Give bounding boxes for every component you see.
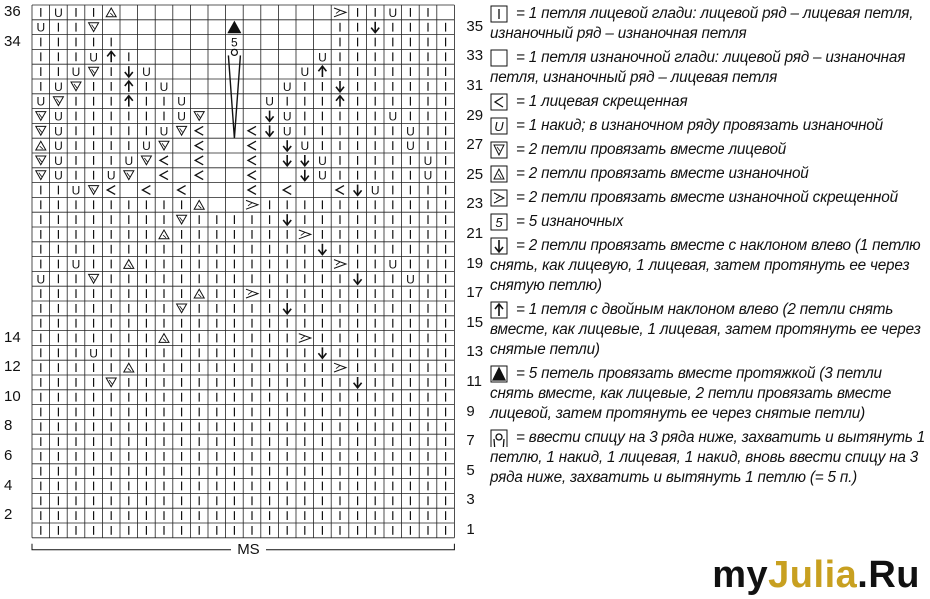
- five-purl-icon: [490, 213, 508, 231]
- p2tog-tbl-stitch: [334, 363, 346, 372]
- legend-item: [490, 300, 926, 360]
- row-number-left: 4: [4, 476, 13, 494]
- legend-text: = 1 петля изнаночной глади: лицевой ряд – изнаночная петля, изнаночный ряд – лицевая петля: [490, 49, 906, 86]
- yarn-over-stitch: [424, 169, 433, 183]
- ssk-stitch: [354, 273, 362, 284]
- yarn-over-stitch: [160, 124, 169, 138]
- svg-text:U: U: [282, 124, 292, 139]
- five-purl-label: [231, 36, 238, 50]
- yarn-over-stitch: [371, 184, 380, 198]
- yarn-over-stitch: [54, 6, 63, 20]
- p2tog-stitch: [159, 334, 169, 343]
- row-number-right: 15: [466, 313, 484, 331]
- row-number-right: 1: [466, 521, 475, 538]
- twisted-knit-stitch: [248, 141, 256, 150]
- p2tog-tbl-icon: [490, 189, 508, 207]
- sk2p-icon: [490, 301, 508, 319]
- yarn-over-stitch: [72, 184, 81, 198]
- yarn-over-stitch: [36, 95, 45, 109]
- svg-text:U: U: [54, 139, 63, 154]
- k2tog-stitch: [177, 304, 187, 313]
- yarn-over-stitch: [36, 21, 45, 35]
- dropped-loop-icon: [490, 429, 508, 447]
- svg-text:U: U: [89, 346, 98, 361]
- yarn-over-stitch: [318, 154, 327, 168]
- yarn-over-stitch: [54, 80, 63, 94]
- k2tog-stitch: [89, 67, 99, 76]
- p2tog-stitch: [194, 200, 204, 209]
- legend-item: [490, 4, 926, 44]
- twisted-knit-stitch: [195, 141, 203, 150]
- row-number-right: 33: [466, 47, 484, 65]
- legend-item: [490, 92, 926, 112]
- k2tog-stitch: [89, 186, 99, 195]
- svg-text:U: U: [300, 139, 310, 154]
- yarn-over-stitch: [406, 139, 415, 153]
- p2tog-tbl-stitch: [334, 260, 346, 269]
- ssk-stitch: [283, 155, 291, 166]
- row-number-right: 19: [466, 254, 484, 272]
- yarn-over-stitch: [142, 139, 151, 153]
- yarn-over-stitch: [388, 6, 397, 20]
- svg-text:U: U: [282, 109, 292, 124]
- yarn-over-stitch: [424, 154, 433, 168]
- legend-item: [490, 212, 926, 232]
- k2tog-stitch: [177, 215, 187, 224]
- k2tog-stitch: [106, 378, 116, 387]
- svg-text:U: U: [282, 79, 292, 94]
- ssk-stitch: [354, 377, 362, 388]
- k2tog-stitch: [53, 97, 63, 106]
- twisted-knit-stitch: [142, 186, 150, 195]
- yarn-over-stitch: [318, 50, 327, 64]
- ssk-stitch: [318, 347, 326, 358]
- svg-text:5: 5: [231, 35, 238, 50]
- legend-text: = 2 петли провязать вместе изнаночной скрещенной: [516, 189, 898, 206]
- row-number-right: 31: [466, 77, 484, 94]
- yarn-over-stitch: [318, 169, 327, 183]
- sk2p-stitch: [125, 81, 133, 92]
- svg-text:U: U: [54, 5, 63, 20]
- ssk-stitch: [318, 244, 326, 255]
- p2tog-stitch: [159, 230, 169, 239]
- legend-item: [490, 188, 926, 208]
- ssk-stitch: [354, 185, 362, 196]
- svg-text:U: U: [300, 65, 310, 80]
- svg-text:U: U: [318, 168, 327, 183]
- k2tog-stitch: [89, 23, 99, 32]
- row-number-right: 7: [466, 432, 475, 450]
- yarn-over-stitch: [72, 65, 81, 79]
- legend-text: = 2 петли провязать вместе с наклоном влево (1 петлю снять, как лицевую, 1 лицевая, затем протянуть ее через снятую петлю): [490, 237, 921, 294]
- yarn-over-stitch: [142, 65, 151, 79]
- svg-text:U: U: [388, 109, 398, 124]
- k2tog-stitch: [36, 126, 46, 135]
- yarn-over-stitch: [406, 124, 415, 138]
- ssk-stitch: [301, 170, 309, 181]
- ssk-stitch: [266, 125, 274, 136]
- twisted-knit-icon: [490, 93, 508, 111]
- k2tog-stitch: [124, 171, 134, 180]
- svg-text:5: 5: [495, 215, 503, 230]
- twisted-knit-stitch: [178, 186, 186, 195]
- k2tog-stitch: [36, 156, 46, 165]
- row-number-right: 13: [466, 343, 484, 361]
- row-number-right: 17: [466, 284, 484, 302]
- legend-text: = 1 петля с двойным наклоном влево (2 петли снять вместе, как лицевые, 1 лицевая, затем протянуть ее через снятые петли): [490, 301, 921, 358]
- sk2p-stitch: [336, 96, 344, 107]
- watermark-part-my: my: [712, 554, 769, 596]
- legend-item: [490, 236, 926, 296]
- watermark-part-julia: Julia: [768, 554, 858, 596]
- svg-text:U: U: [494, 119, 504, 134]
- twisted-knit-stitch: [160, 171, 168, 180]
- yarn-over-stitch: [54, 154, 63, 168]
- ssk-stitch: [266, 111, 274, 122]
- row-number-right: 3: [466, 491, 475, 509]
- yarn-over-stitch: [54, 124, 63, 138]
- legend-text: = 1 лицевая скрещенная: [516, 93, 688, 110]
- svg-text:U: U: [36, 94, 46, 109]
- twisted-knit-stitch: [195, 171, 203, 180]
- p2tog-stitch: [124, 260, 134, 269]
- row-number-left: 36: [4, 3, 21, 20]
- svg-text:U: U: [318, 50, 327, 65]
- p2tog-stitch: [106, 8, 116, 17]
- row-number-right: 29: [466, 106, 484, 124]
- yarn-over-stitch: [124, 154, 133, 168]
- twisted-knit-stitch: [283, 186, 291, 195]
- twisted-knit-stitch: [248, 171, 256, 180]
- yarn-over-stitch: [160, 80, 169, 94]
- svg-text:U: U: [106, 168, 116, 183]
- yarn-over-stitch: [283, 124, 292, 138]
- legend-text: = 1 накид; в изнаночном ряду провязать изнаночной: [516, 117, 883, 134]
- twisted-knit-stitch: [195, 126, 203, 135]
- twisted-knit-stitch: [195, 156, 203, 165]
- legend-item: [490, 364, 926, 424]
- row-number-left: 10: [4, 387, 21, 405]
- ssk-stitch: [283, 303, 291, 314]
- yarn-over-stitch: [300, 65, 309, 79]
- svg-text:U: U: [406, 272, 415, 287]
- yarn-over-stitch: [283, 110, 292, 124]
- row-number-right: 27: [466, 136, 484, 154]
- k2tog-stitch: [36, 171, 46, 180]
- svg-text:U: U: [142, 139, 151, 154]
- k2tog-stitch: [36, 112, 46, 121]
- svg-text:U: U: [159, 79, 169, 94]
- twisted-knit-stitch: [248, 186, 256, 195]
- yarn-over-stitch: [388, 110, 397, 124]
- svg-text:U: U: [177, 94, 186, 109]
- svg-text:U: U: [36, 272, 46, 287]
- yarn-over-stitch: [54, 110, 63, 124]
- row-number-right: 21: [466, 225, 484, 242]
- legend-text: = 5 петель провязать вместе протяжкой (3 петли снять вместе, как лицевые, 2 петли провязать вместе лицевой, затем протянуть ее через снятые петли): [490, 365, 892, 422]
- p2tog-icon: [490, 165, 508, 183]
- legend-text: = 1 петля лицевой глади: лицевой ряд – лицевая петля, изнаночный ряд – изнаночная петля: [490, 5, 914, 42]
- ssk-stitch: [125, 66, 133, 77]
- legend-text: = 2 петли провязать вместе изнаночной: [516, 165, 809, 182]
- row-number-right: 5: [466, 461, 475, 479]
- row-number-left: 34: [4, 32, 21, 50]
- svg-text:U: U: [370, 183, 380, 198]
- svg-text:U: U: [142, 65, 151, 80]
- svg-text:U: U: [388, 5, 398, 20]
- svg-text:U: U: [159, 124, 169, 139]
- row-number-left: 12: [4, 358, 21, 376]
- knit-icon: [490, 5, 508, 23]
- row-number-left: 8: [4, 417, 13, 435]
- legend-text: = 2 петли провязать вместе лицевой: [516, 141, 787, 158]
- svg-text:U: U: [54, 124, 63, 139]
- svg-text:U: U: [423, 168, 433, 183]
- yarn-over-stitch: [107, 169, 116, 183]
- watermark-logo: [712, 554, 920, 597]
- row-number-right: 9: [466, 402, 475, 420]
- svg-text:U: U: [177, 109, 186, 124]
- p2tog-tbl-stitch: [334, 8, 346, 17]
- twisted-knit-stitch: [160, 156, 168, 165]
- p2tog-stitch: [194, 289, 204, 298]
- yarn-over-stitch: [177, 95, 186, 109]
- row-number-right: 11: [466, 373, 482, 390]
- legend-item: [490, 428, 926, 488]
- yarn-over-stitch: [89, 50, 98, 64]
- p2tog-stitch: [124, 363, 134, 372]
- k2tog-stitch: [194, 112, 204, 121]
- twisted-knit-stitch: [336, 186, 344, 195]
- legend-item: [490, 48, 926, 88]
- p2tog-tbl-stitch: [299, 334, 311, 343]
- svg-text:U: U: [406, 124, 415, 139]
- p2tog-tbl-stitch: [246, 289, 258, 298]
- ssk-stitch: [283, 214, 291, 225]
- ssk-stitch: [301, 155, 309, 166]
- k2tog-stitch: [159, 141, 169, 150]
- legend: [490, 4, 926, 492]
- yarn-over-stitch: [388, 258, 397, 272]
- yarn-over-stitch: [406, 272, 415, 286]
- k2tog-stitch: [89, 274, 99, 283]
- legend-text: = ввести спицу на 3 ряда ниже, захватить и вытянуть 1 петлю, 1 накид, 1 лицевая, 1 накид, вновь ввести спицу на 3 ряда ниже, захватить и вытянуть 1 петлю (= 5 п.): [490, 429, 926, 486]
- k2tog-icon: [490, 141, 508, 159]
- yarn-over-icon: [490, 117, 508, 135]
- watermark-part-ru: .Ru: [857, 554, 920, 596]
- svg-text:U: U: [318, 153, 327, 168]
- five-to-one-stitch: [228, 22, 240, 33]
- twisted-knit-stitch: [248, 126, 256, 135]
- yarn-over-stitch: [177, 110, 186, 124]
- sk2p-stitch: [318, 66, 326, 77]
- svg-text:U: U: [71, 65, 81, 80]
- ssk-stitch: [336, 81, 344, 92]
- row-number-right: 35: [466, 17, 484, 35]
- legend-item: [490, 140, 926, 160]
- p2tog-tbl-stitch: [299, 230, 311, 239]
- ssk-icon: [490, 237, 508, 255]
- yarn-over-stitch: [54, 169, 63, 183]
- row-number-left: 14: [4, 328, 21, 346]
- svg-text:U: U: [124, 153, 134, 168]
- row-number-right: 23: [466, 195, 484, 213]
- svg-text:U: U: [54, 153, 63, 168]
- yarn-over-stitch: [89, 346, 98, 360]
- svg-text:U: U: [71, 183, 81, 198]
- row-number-right: 25: [466, 165, 484, 183]
- k2tog-stitch: [177, 126, 187, 135]
- k2tog-stitch: [141, 156, 151, 165]
- twisted-knit-stitch: [248, 156, 256, 165]
- sk2p-stitch: [107, 51, 115, 62]
- svg-text:U: U: [71, 257, 81, 272]
- yarn-over-stitch: [265, 95, 274, 109]
- legend-item: [490, 116, 926, 136]
- yarn-over-stitch: [300, 139, 309, 153]
- row-number-left: 2: [4, 506, 13, 524]
- svg-text:U: U: [388, 257, 398, 272]
- five-to-one-icon: [490, 365, 508, 383]
- p2tog-tbl-stitch: [246, 200, 258, 209]
- yarn-over-stitch: [54, 139, 63, 153]
- yarn-over-stitch: [283, 80, 292, 94]
- svg-text:U: U: [265, 94, 274, 109]
- legend-text: = 5 изнаночных: [516, 213, 624, 230]
- svg-text:U: U: [54, 79, 63, 94]
- svg-text:U: U: [36, 20, 46, 35]
- svg-text:U: U: [54, 109, 63, 124]
- twisted-knit-stitch: [107, 186, 115, 195]
- ssk-stitch: [283, 140, 291, 151]
- svg-text:U: U: [89, 50, 98, 65]
- yarn-over-stitch: [36, 272, 45, 286]
- legend-item: [490, 164, 926, 184]
- sk2p-stitch: [125, 96, 133, 107]
- dropped-loop-circle: [231, 49, 237, 55]
- ssk-stitch: [371, 22, 379, 33]
- dropped-loop-stitch: [228, 55, 240, 138]
- k2tog-stitch: [71, 82, 81, 91]
- p2tog-stitch: [36, 141, 46, 150]
- yarn-over-stitch: [72, 258, 81, 272]
- ms-label: MS: [231, 541, 266, 558]
- svg-text:U: U: [406, 139, 415, 154]
- purl-icon: [490, 49, 508, 67]
- row-number-left: 6: [4, 447, 13, 464]
- svg-text:U: U: [54, 168, 63, 183]
- svg-text:U: U: [423, 153, 433, 168]
